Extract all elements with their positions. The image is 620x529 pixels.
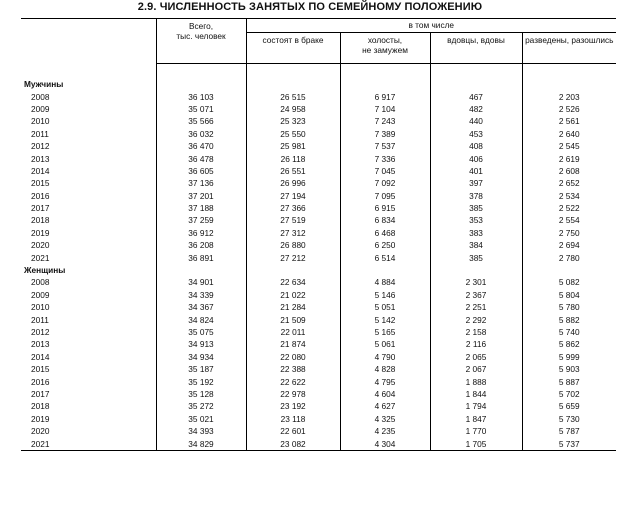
year-cell: 2012: [31, 141, 50, 152]
table-row: [21, 388, 616, 400]
divorced-cell: 5 659: [522, 400, 616, 412]
divorced-cell: 2 203: [522, 90, 616, 102]
married-cell: 22 388: [246, 363, 340, 375]
year-cell: 2017: [31, 203, 50, 214]
married-cell: 25 981: [246, 140, 340, 152]
widowed-cell: 1 844: [430, 388, 522, 400]
divorced-cell: 5 702: [522, 388, 616, 400]
married-cell: 21 022: [246, 289, 340, 301]
married-cell: 27 366: [246, 202, 340, 214]
header-married: состоят в браке: [246, 33, 340, 64]
single-cell: 4 884: [340, 276, 430, 288]
married-cell: 26 551: [246, 165, 340, 177]
widowed-cell: 453: [430, 128, 522, 140]
year-cell: 2013: [31, 153, 50, 164]
table-row: [21, 190, 616, 202]
divorced-cell: 5 882: [522, 313, 616, 325]
married-cell: 21 874: [246, 338, 340, 350]
divorced-cell: 2 534: [522, 190, 616, 202]
single-cell: 6 917: [340, 90, 430, 102]
table-row: [21, 177, 616, 189]
married-cell: 22 011: [246, 326, 340, 338]
divorced-cell: 2 608: [522, 165, 616, 177]
widowed-cell: 408: [430, 140, 522, 152]
total-cell: 35 075: [156, 326, 246, 338]
year-cell: 2018: [31, 215, 50, 226]
divorced-cell: 2 554: [522, 214, 616, 226]
married-cell: 22 080: [246, 351, 340, 363]
married-cell: 23 082: [246, 437, 340, 450]
married-cell: 22 978: [246, 388, 340, 400]
widowed-cell: 406: [430, 152, 522, 164]
divorced-cell: 2 561: [522, 115, 616, 127]
single-cell: 6 514: [340, 251, 430, 263]
married-cell: 25 550: [246, 128, 340, 140]
divorced-cell: 5 903: [522, 363, 616, 375]
single-cell: 7 243: [340, 115, 430, 127]
single-cell: 6 915: [340, 202, 430, 214]
widowed-cell: 401: [430, 165, 522, 177]
total-cell: 35 071: [156, 103, 246, 115]
year-cell: 2016: [31, 376, 50, 387]
total-cell: 34 913: [156, 338, 246, 350]
table-row: [21, 363, 616, 375]
table-row: [21, 276, 616, 288]
married-cell: 26 515: [246, 90, 340, 102]
single-cell: 5 142: [340, 313, 430, 325]
divorced-cell: 2 619: [522, 152, 616, 164]
total-cell: 36 032: [156, 128, 246, 140]
header-total: Всего, тыс. человек: [156, 19, 246, 64]
table-row: [21, 351, 616, 363]
single-cell: 7 095: [340, 190, 430, 202]
total-cell: 36 478: [156, 152, 246, 164]
divorced-cell: 5 740: [522, 326, 616, 338]
total-cell: 34 829: [156, 437, 246, 450]
married-cell: 26 996: [246, 177, 340, 189]
widowed-cell: 1 794: [430, 400, 522, 412]
married-cell: 21 284: [246, 301, 340, 313]
total-cell: 35 272: [156, 400, 246, 412]
table-row: [21, 227, 616, 239]
widowed-cell: 378: [430, 190, 522, 202]
widowed-cell: 1 888: [430, 375, 522, 387]
single-cell: 7 092: [340, 177, 430, 189]
widowed-cell: 482: [430, 103, 522, 115]
divorced-cell: 2 750: [522, 227, 616, 239]
section-row: [21, 78, 616, 90]
widowed-cell: 2 292: [430, 313, 522, 325]
married-cell: 23 118: [246, 413, 340, 425]
year-cell: 2021: [21, 437, 156, 450]
married-cell: 26 880: [246, 239, 340, 251]
year-cell: 2012: [31, 327, 50, 337]
year-cell: 2015: [31, 364, 50, 375]
married-cell: 23 192: [246, 400, 340, 412]
widowed-cell: 2 301: [430, 276, 522, 288]
widowed-cell: 467: [430, 90, 522, 102]
married-cell: 24 958: [246, 103, 340, 115]
single-cell: 6 468: [340, 227, 430, 239]
table-row: [21, 326, 616, 338]
divorced-cell: 2 522: [522, 202, 616, 214]
table-row: [21, 251, 616, 263]
widowed-cell: 397: [430, 177, 522, 189]
total-cell: 34 339: [156, 289, 246, 301]
employment-marital-table: [21, 18, 616, 451]
married-cell: 26 118: [246, 152, 340, 164]
header-blank: [21, 19, 156, 64]
married-cell: 27 194: [246, 190, 340, 202]
table-row: [21, 375, 616, 387]
year-cell: 2020: [31, 240, 50, 251]
total-cell: 35 187: [156, 363, 246, 375]
table-row: [21, 140, 616, 152]
year-cell: 2009: [31, 289, 50, 300]
single-cell: 4 828: [340, 363, 430, 375]
divorced-cell: 5 787: [522, 425, 616, 437]
married-cell: 22 622: [246, 375, 340, 387]
total-cell: 35 021: [156, 413, 246, 425]
year-cell: 2013: [31, 339, 50, 350]
year-cell: 2020: [31, 426, 50, 437]
total-cell: 35 192: [156, 375, 246, 387]
total-cell: 34 901: [156, 276, 246, 288]
total-cell: 37 201: [156, 190, 246, 202]
section-row: [21, 264, 616, 276]
year-cell: 2019: [31, 227, 50, 238]
table-row: [21, 152, 616, 164]
divorced-cell: 5 082: [522, 276, 616, 288]
total-cell: 34 393: [156, 425, 246, 437]
single-cell: 7 336: [340, 152, 430, 164]
table-row: [21, 437, 616, 450]
widowed-cell: 1 770: [430, 425, 522, 437]
total-cell: 34 367: [156, 301, 246, 313]
header-group: в том числе: [246, 19, 616, 33]
table-body: [21, 64, 616, 451]
table-row: [21, 239, 616, 251]
total-cell: 35 128: [156, 388, 246, 400]
table-title: 2.9. ЧИСЛЕННОСТЬ ЗАНЯТЫХ ПО СЕМЕЙНОМУ ПОЛОЖЕНИЮ: [137, 1, 483, 13]
divorced-cell: 2 780: [522, 251, 616, 263]
total-cell: 35 566: [156, 115, 246, 127]
divorced-cell: 2 545: [522, 140, 616, 152]
year-cell: 2010: [31, 116, 50, 127]
year-cell: 2010: [31, 302, 50, 313]
total-cell: 36 605: [156, 165, 246, 177]
divorced-cell: 5 999: [522, 351, 616, 363]
widowed-cell: 1 847: [430, 413, 522, 425]
divorced-cell: 2 694: [522, 239, 616, 251]
widowed-cell: 383: [430, 227, 522, 239]
divorced-cell: 5 730: [522, 413, 616, 425]
year-cell: 2008: [31, 91, 50, 102]
header-single: холосты, не замужем: [340, 33, 430, 64]
header-widowed: вдовцы, вдовы: [430, 33, 522, 64]
divorced-cell: 2 526: [522, 103, 616, 115]
divorced-cell: 5 862: [522, 338, 616, 350]
table-row: [21, 425, 616, 437]
table-row: [21, 115, 616, 127]
married-cell: 25 323: [246, 115, 340, 127]
single-cell: 7 045: [340, 165, 430, 177]
table-row: [21, 214, 616, 226]
widowed-cell: 2 065: [430, 351, 522, 363]
single-cell: 4 604: [340, 388, 430, 400]
single-cell: 4 235: [340, 425, 430, 437]
married-cell: 27 312: [246, 227, 340, 239]
married-cell: 22 634: [246, 276, 340, 288]
year-cell: 2018: [31, 401, 50, 412]
married-cell: 27 212: [246, 251, 340, 263]
widowed-cell: 2 067: [430, 363, 522, 375]
total-cell: 36 470: [156, 140, 246, 152]
single-cell: 4 325: [340, 413, 430, 425]
table-row: [21, 301, 616, 313]
header-divorced: разведены, разошлись: [522, 33, 616, 64]
year-cell: 2019: [31, 413, 50, 424]
single-cell: 5 061: [340, 338, 430, 350]
single-cell: 5 051: [340, 301, 430, 313]
total-cell: 36 912: [156, 227, 246, 239]
widowed-cell: 2 158: [430, 326, 522, 338]
year-cell: 2016: [31, 190, 50, 201]
widowed-cell: 2 116: [430, 338, 522, 350]
table-row: [21, 90, 616, 102]
widowed-cell: 385: [430, 251, 522, 263]
divorced-cell: 5 804: [522, 289, 616, 301]
single-cell: 7 537: [340, 140, 430, 152]
single-cell: 6 834: [340, 214, 430, 226]
year-cell: 2011: [31, 314, 49, 325]
table-row: [21, 313, 616, 325]
total-cell: 37 188: [156, 202, 246, 214]
year-cell: 2014: [31, 165, 50, 176]
married-cell: 27 519: [246, 214, 340, 226]
year-cell: 2009: [31, 103, 50, 114]
year-cell: 2014: [31, 351, 50, 362]
table-row: [21, 400, 616, 412]
table-row: [21, 338, 616, 350]
total-cell: 37 136: [156, 177, 246, 189]
widowed-cell: 440: [430, 115, 522, 127]
divorced-cell: 5 737: [522, 437, 616, 450]
total-cell: 34 934: [156, 351, 246, 363]
widowed-cell: 2 367: [430, 289, 522, 301]
table-row: [21, 128, 616, 140]
widowed-cell: 2 251: [430, 301, 522, 313]
year-cell: 2017: [31, 388, 50, 399]
divorced-cell: 2 652: [522, 177, 616, 189]
table-row: [21, 103, 616, 115]
section-label: Мужчины: [24, 79, 64, 90]
married-cell: 21 509: [246, 313, 340, 325]
single-cell: 5 146: [340, 289, 430, 301]
divorced-cell: 5 780: [522, 301, 616, 313]
single-cell: 6 250: [340, 239, 430, 251]
table-row: [21, 202, 616, 214]
single-cell: 7 104: [340, 103, 430, 115]
year-cell: 2015: [31, 178, 50, 189]
total-cell: 36 891: [156, 251, 246, 263]
single-cell: 4 627: [340, 400, 430, 412]
widowed-cell: 384: [430, 239, 522, 251]
single-cell: 4 795: [340, 375, 430, 387]
year-cell: 2011: [31, 128, 49, 139]
year-cell: 2008: [31, 277, 50, 288]
total-cell: 36 103: [156, 90, 246, 102]
table-row: [21, 413, 616, 425]
divorced-cell: 2 640: [522, 128, 616, 140]
widowed-cell: 385: [430, 202, 522, 214]
married-cell: 22 601: [246, 425, 340, 437]
single-cell: 4 790: [340, 351, 430, 363]
total-cell: 37 259: [156, 214, 246, 226]
total-cell: 34 824: [156, 313, 246, 325]
year-cell: 2021: [31, 252, 50, 263]
table-row: [21, 289, 616, 301]
single-cell: 7 389: [340, 128, 430, 140]
section-label: Женщины: [24, 265, 66, 276]
divorced-cell: 5 887: [522, 375, 616, 387]
table-row: [21, 165, 616, 177]
spacer-row: [21, 64, 616, 79]
widowed-cell: 1 705: [430, 437, 522, 450]
single-cell: 5 165: [340, 326, 430, 338]
total-cell: 36 208: [156, 239, 246, 251]
widowed-cell: 353: [430, 214, 522, 226]
single-cell: 4 304: [340, 437, 430, 450]
